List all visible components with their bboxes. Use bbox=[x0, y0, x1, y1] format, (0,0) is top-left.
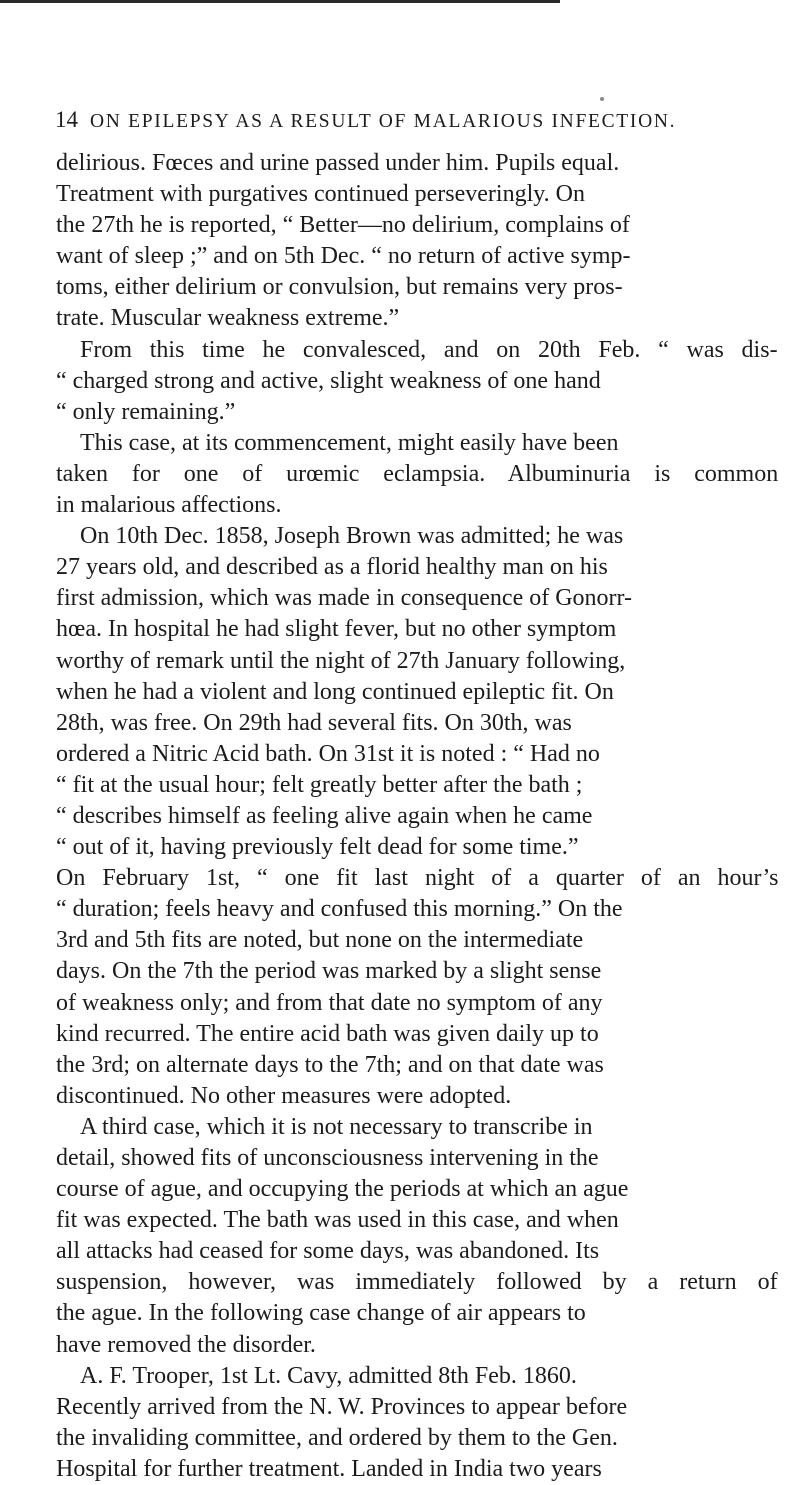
text-line: From this time he convalesced, and on 20th Feb. “ was dis- bbox=[80, 336, 778, 363]
text-line: when he had a violent and long continued epileptic fit. On bbox=[56, 678, 614, 705]
text-line: Treatment with purgatives continued perseveringly. On bbox=[56, 181, 586, 208]
text-line: ordered a Nitric Acid bath. On 31st it is noted : “ Had no bbox=[56, 740, 600, 767]
text-line: fit was expected. The bath was used in this case, and when bbox=[56, 1207, 619, 1234]
text-line: A. F. Trooper, 1st Lt. Cavy, admitted 8th Feb. 1860. bbox=[80, 1362, 577, 1389]
top-edge-rule bbox=[0, 0, 560, 3]
text-line: On February 1st, “ one fit last night of a quarter of an hour’s bbox=[56, 865, 779, 892]
text-line: 28th, was free. On 29th had several fits. On 30th, was bbox=[56, 709, 572, 736]
text-line: discontinued. No other measures were adopted. bbox=[56, 1082, 512, 1109]
text-line: “ out of it, having previously felt dead for some time.” bbox=[56, 834, 579, 861]
body-text bbox=[56, 148, 786, 1485]
text-line: 3rd and 5th fits are noted, but none on the intermediate bbox=[56, 927, 584, 954]
text-line: days. On the 7th the period was marked by a slight sense bbox=[56, 958, 602, 985]
running-title: ON EPILEPSY AS A RESULT OF MALARIOUS INFECTION. bbox=[90, 111, 677, 132]
text-line: 27 years old, and described as a florid healthy man on his bbox=[56, 554, 608, 581]
text-line: On 10th Dec. 1858, Joseph Brown was admitted; he was bbox=[80, 523, 624, 550]
text-line: “ describes himself as feeling alive again when he came bbox=[56, 802, 593, 829]
text-line: “ duration; feels heavy and confused this morning.” On the bbox=[56, 896, 623, 923]
text-line: the invaliding committee, and ordered by them to the Gen. bbox=[56, 1424, 618, 1451]
text-line: the 27th he is reported, “ Better—no delirium, complains of bbox=[56, 212, 630, 239]
text-line: want of sleep ;” and on 5th Dec. “ no return of active symp- bbox=[56, 243, 631, 270]
text-line: worthy of remark until the night of 27th January following, bbox=[56, 647, 626, 674]
text-line: “ charged strong and active, slight weakness of one hand bbox=[56, 367, 601, 394]
page-number: 14 bbox=[55, 107, 78, 132]
text-line: A third case, which it is not necessary to transcribe in bbox=[80, 1113, 593, 1140]
text-line: course of ague, and occupying the periods at which an ague bbox=[56, 1176, 629, 1203]
text-line: toms, either delirium or convulsion, but remains very pros- bbox=[56, 274, 623, 301]
text-line: detail, showed fits of unconsciousness intervening in the bbox=[56, 1145, 599, 1171]
text-line: suspension, however, was immediately followed by a return of bbox=[56, 1269, 778, 1296]
text-line: “ fit at the usual hour; felt greatly better after the bath ; bbox=[56, 771, 583, 798]
text-line: all attacks had ceased for some days, was abandoned. Its bbox=[56, 1238, 600, 1265]
running-head bbox=[55, 106, 755, 134]
text-line: the ague. In the following case change of air appears to bbox=[56, 1300, 586, 1327]
print-speck bbox=[600, 97, 604, 101]
text-line: first admission, which was made in consequence of Gonorr- bbox=[56, 585, 633, 612]
text-line: have removed the disorder. bbox=[56, 1331, 316, 1358]
text-line: Hospital for further treatment. Landed in India two years bbox=[56, 1455, 602, 1482]
text-line: hœa. In hospital he had slight fever, but no other symptom bbox=[56, 616, 617, 643]
text-line: trate. Muscular weakness extreme.” bbox=[56, 305, 400, 332]
text-line: of weakness only; and from that date no symptom of any bbox=[56, 989, 603, 1016]
text-line: This case, at its commencement, might easily have been bbox=[80, 429, 619, 456]
text-line: kind recurred. The entire acid bath was given daily up to bbox=[56, 1020, 599, 1047]
text-line: in malarious affections. bbox=[56, 492, 282, 519]
text-line: “ only remaining.” bbox=[56, 398, 236, 425]
text-line: taken for one of urœmic eclampsia. Albuminuria is common bbox=[56, 460, 779, 487]
text-line: delirious. Fœces and urine passed under him. Pupils equal. bbox=[56, 150, 620, 176]
text-line: the 3rd; on alternate days to the 7th; and on that date was bbox=[56, 1051, 604, 1078]
text-line: Recently arrived from the N. W. Provinces to appear before bbox=[56, 1393, 628, 1420]
